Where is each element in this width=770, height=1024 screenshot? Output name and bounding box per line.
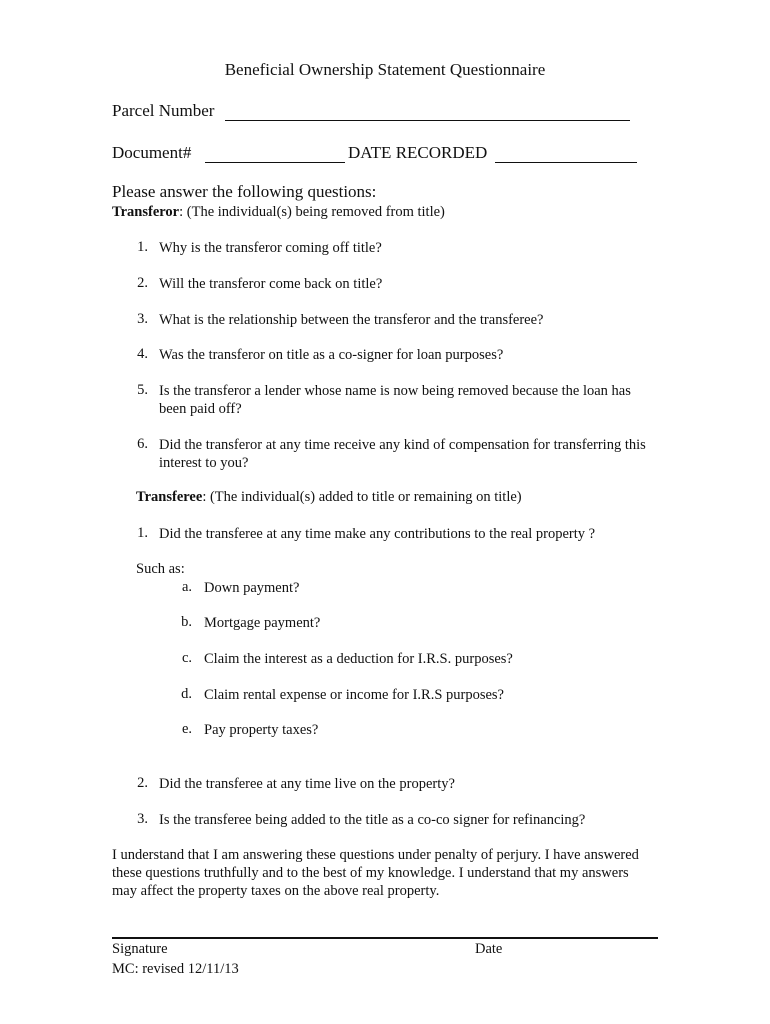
sub-item-e-text: Pay property taxes? [204,722,319,738]
transferor-q1-text: Why is the transferor coming off title? [159,240,382,256]
transferee-q1-text: Did the transferee at any time make any contributions to the real property ? [159,526,596,542]
sub-item-d-text: Claim rental expense or income for I.R.S purposes? [204,687,504,703]
transferor-q4-text: Was the transferor on title as a co-signer for loan purposes? [159,347,504,363]
transferee-desc: : (The individual(s) added to title or remaining on title) [202,489,522,505]
transferee-q1-number: 1. [137,525,148,541]
parcel-number-field[interactable] [225,104,630,121]
transferor-q3-text: What is the relationship between the transferor and the transferee? [159,312,544,328]
sub-item-a-letter: a. [181,579,192,595]
transferee-q3-text: Is the transferee being added to the title as a co-co signer for refinancing? [159,812,586,828]
transferee-heading [136,489,522,506]
sub-item-e-letter: e. [181,721,192,737]
transferee-q3-number: 3. [137,811,148,827]
revision-note: MC: revised 12/11/13 [112,961,239,977]
sub-item-c-text: Claim the interest as a deduction for I.R.S. purposes? [204,651,513,667]
date-recorded-label: DATE RECORDED [348,143,488,162]
sub-item-a-text: Down payment? [204,580,300,596]
page-title: Beneficial Ownership Statement Questionnaire [224,60,546,79]
transferor-q2-text: Will the transferor come back on title? [159,276,383,292]
parcel-number-label: Parcel Number [112,101,215,120]
attestation-paragraph: I understand that I am answering these questions under penalty of perjury. I have answered these questions truthfully and to the best of my knowledge. I understand that my answers may affect the property taxes on the above real property. [112,847,639,899]
sub-item-b-letter: b. [181,614,192,630]
transferee-q2-number: 2. [137,775,148,791]
transferor-q3-number: 3. [137,311,148,327]
signature-label: Signature [112,941,168,957]
date-label: Date [475,941,503,957]
transferee-q2-text: Did the transferee at any time live on the property? [159,776,455,792]
document-number-field[interactable] [205,146,345,163]
instructions-heading: Please answer the following questions: [112,182,377,201]
sub-item-c-letter: c. [181,650,192,666]
document-number-label: Document# [112,143,192,162]
transferor-heading [112,204,445,221]
signature-line[interactable] [112,937,658,939]
date-recorded-field[interactable] [495,146,637,163]
such-as-label: Such as: [136,561,185,577]
transferor-desc: : (The individual(s) being removed from title) [179,204,445,220]
sub-item-d-letter: d. [181,686,192,702]
transferor-q2-number: 2. [137,275,148,291]
transferor-q5-number: 5. [137,382,148,398]
transferor-q1-number: 1. [137,239,148,255]
transferor-q4-number: 4. [137,346,148,362]
transferor-q6-number: 6. [137,436,148,452]
transferor-label: Transferor [112,204,180,220]
sub-item-b-text: Mortgage payment? [204,615,321,631]
transferor-q6-text: Did the transferor at any time receive any kind of compensation for transferring this interest to you? [159,437,646,471]
transferee-label: Transferee [136,489,203,505]
transferor-q5-text: Is the transferor a lender whose name is now being removed because the loan has been paid off? [159,383,631,417]
